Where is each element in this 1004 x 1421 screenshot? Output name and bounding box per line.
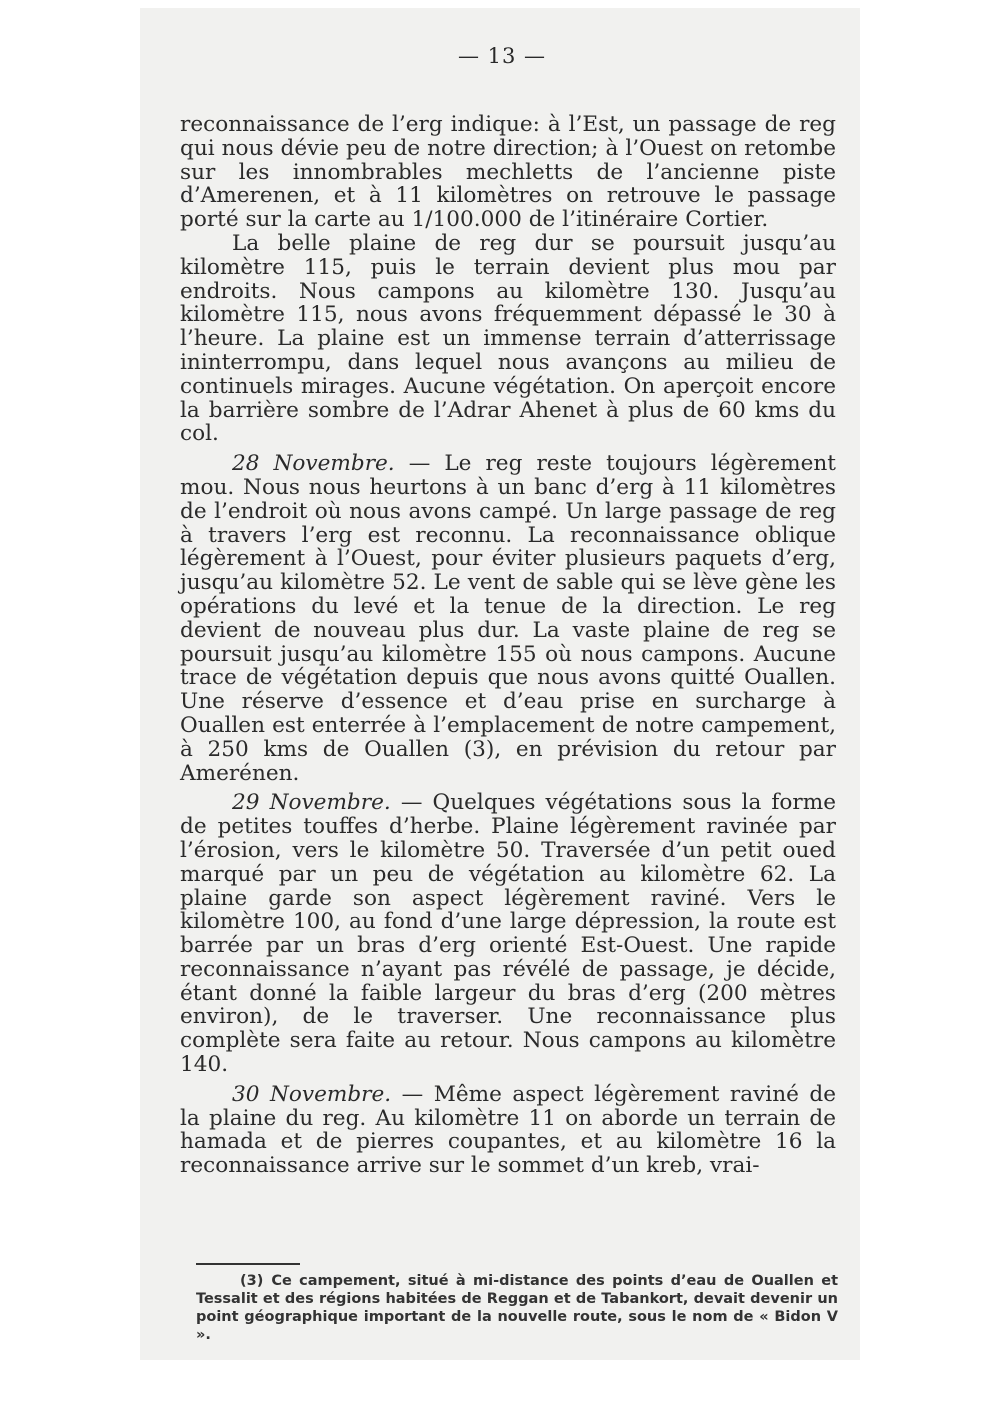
entry-text: — Le reg reste toujours légèrement mou. Nous nous heurtons à un banc d’erg à 11 kilomètres de l’endroit où nous avons campé. Un large passage de reg à travers l’erg est reconnu. La reconnaissance oblique légèrement à l’Ouest, pour éviter plusieurs paquets d’erg, jusqu’au kilomètre 52. Le vent de sable qui se lève gène les opérations du levé et la tenue de la direction. Le reg devient de nouveau plus dur. La vaste plaine de reg se poursuit jusqu’au kilomètre 155 où nous campons. Aucune trace de végétation depuis que nous avons quitté Ouallen. Une réserve d’essence et d’eau prise en surcharge à Ouallen est enterrée à l’emplacement de notre campement, à 250 kms de Ouallen (3), en prévision du retour par Amerénen. xyxy=(180,451,836,786)
entry-text: — Même aspect légèrement raviné de la plaine du reg. Au kilomètre 11 on aborde un terrain de hamada et de pierres coupantes, et au kilomètre 16 la reconnaissance arrive sur le sommet d’un kreb, vrai- xyxy=(180,1081,836,1179)
entry-date: 28 Novembre. xyxy=(232,451,395,477)
paragraph-30-novembre xyxy=(180,1083,836,1178)
footnote-text: Ce campement, situé à mi-distance des points d’eau de Ouallen et Tessalit et des régions habitées de Reggan et de Tabankort, devait devenir un point géographique important de la nouvelle route, sous le nom de « Bidon V ». xyxy=(196,1273,838,1343)
footnote-mark: (3) xyxy=(240,1273,264,1289)
page-number: — 13 — xyxy=(457,44,547,68)
paragraph-1: reconnaissance de l’erg indique: à l’Est, un passage de reg qui nous dévie peu de notre direction; à l’Ouest on retombe sur les innombrables mechletts de l’ancienne piste d’Amerenen, et à 11 kilomètres on retrouve le passage porté sur la carte au 1/100.000 de l’itinéraire Cortier. xyxy=(180,112,836,233)
paragraph-29-novembre xyxy=(180,791,836,1077)
footnote xyxy=(196,1272,838,1344)
body-text xyxy=(180,113,836,1178)
paragraph-28-novembre xyxy=(180,452,836,785)
paragraph-2: La belle plaine de reg dur se poursuit jusqu’au kilomètre 115, puis le terrain devient plus mou par endroits. Nous campons au kilomètre 130. Jusqu’au kilomètre 115, nous avons fréquemment dépassé le 30 à l’heure. La plaine est un immense terrain d’atterrissage ininterrompu, dans lequel nous avançons au milieu de continuels mirages. Aucune végétation. On aperçoit encore la barrière sombre de l’Adrar Ahenet à plus de 60 kms du col. xyxy=(180,230,836,447)
footnote-rule xyxy=(196,1263,300,1265)
entry-date: 29 Novembre. xyxy=(232,790,391,816)
entry-date: 30 Novembre. xyxy=(232,1081,392,1107)
entry-text: — Quelques végétations sous la forme de petites touffes d’herbe. Plaine légèrement ravinée par l’érosion, vers le kilomètre 50. Traversée d’un petit oued marqué par un peu de végétation au kilomètre 62. La plaine garde son aspect légèrement raviné. Vers le kilomètre 100, au fond d’une large dépression, la route est barrée par un bras d’erg orienté Est-Ouest. Une rapide reconnaissance n’ayant pas révélé de passage, je décide, étant donné la faible largeur du bras d’erg (200 mètres environ), de le traverser. Une reconnaissance plus complète sera faite au retour. Nous campons au kilomètre 140. xyxy=(180,790,836,1078)
